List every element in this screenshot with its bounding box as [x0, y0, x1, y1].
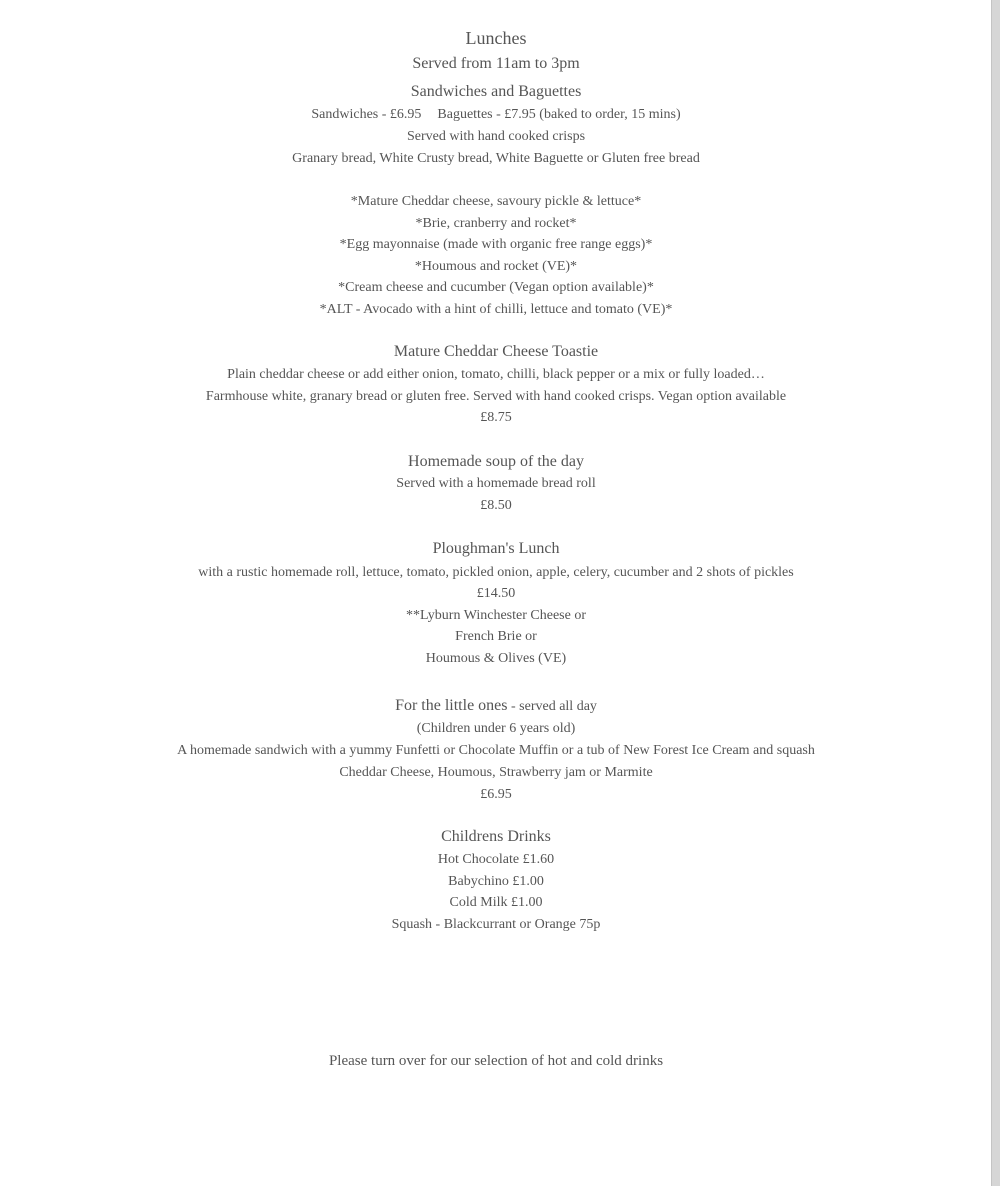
toastie-price: £8.75 [480, 410, 512, 425]
filling-item: *Brie, cranberry and rocket* [415, 216, 577, 231]
sandwich-prices [0, 106, 992, 124]
ploughmans-description: with a rustic homemade roll, lettuce, tomato, pickled onion, apple, celery, cucumber and 2 shots of pickles [198, 565, 794, 580]
drink-item: Babychino £1.00 [448, 874, 544, 889]
ploughmans-option: Houmous & Olives (VE) [425, 651, 567, 666]
toastie-bread: Farmhouse white, granary bread or gluten free. Served with hand cooked crisps. Vegan option available [205, 389, 787, 404]
little-ones-heading [0, 697, 992, 716]
footer-note: Please turn over for our selection of hot and cold drinks [328, 1053, 664, 1069]
little-ones-age: (Children under 6 years old) [416, 721, 576, 736]
toastie-description: Plain cheddar cheese or add either onion, tomato, chilli, black pepper or a mix or fully loaded… [227, 367, 765, 382]
toastie-heading: Mature Cheddar Cheese Toastie [393, 343, 599, 360]
little-ones-description: A homemade sandwich with a yummy Funfetti or Chocolate Muffin or a tub of New Forest Ice Cream and squash [177, 743, 815, 758]
little-ones-subtitle: - served all day [507, 699, 597, 714]
filling-item: *Egg mayonnaise (made with organic free range eggs)* [339, 237, 653, 252]
filling-item: *Houmous and rocket (VE)* [414, 259, 578, 274]
little-ones-price: £6.95 [480, 787, 512, 802]
ploughmans-heading: Ploughman's Lunch [432, 540, 560, 557]
ploughmans-option: French Brie or [455, 629, 537, 644]
filling-item: *Mature Cheddar cheese, savoury pickle & lettuce* [350, 194, 642, 209]
drink-item: Hot Chocolate £1.60 [437, 852, 555, 867]
drink-item: Cold Milk £1.00 [449, 895, 543, 910]
page-title: Lunches [465, 28, 527, 48]
filling-item: *ALT - Avocado with a hint of chilli, lettuce and tomato (VE)* [319, 302, 673, 317]
ploughmans-price: £14.50 [476, 586, 516, 601]
soup-description: Served with a homemade bread roll [396, 476, 596, 491]
soup-heading: Homemade soup of the day [408, 453, 584, 470]
little-ones-fillings: Cheddar Cheese, Houmous, Strawberry jam or Marmite [339, 765, 653, 780]
drink-item: Squash - Blackcurrant or Orange 75p [391, 917, 601, 932]
soup-price: £8.50 [480, 498, 512, 513]
bread-options: Granary bread, White Crusty bread, White Baguette or Gluten free bread [292, 151, 700, 166]
sandwiches-heading: Sandwiches and Baguettes [410, 83, 582, 100]
drinks-heading: Childrens Drinks [441, 828, 551, 845]
ploughmans-option: **Lyburn Winchester Cheese or [406, 608, 586, 623]
sandwich-served-with: Served with hand cooked crisps [406, 129, 586, 144]
sandwich-price: Sandwiches - £6.95 [311, 107, 422, 122]
baguette-price: Baguettes - £7.95 (baked to order, 15 mins) [437, 107, 681, 122]
little-ones-title: For the little ones [395, 697, 508, 714]
page-edge [991, 0, 1000, 1186]
served-hours: Served from 11am to 3pm [412, 55, 580, 72]
filling-item: *Cream cheese and cucumber (Vegan option available)* [338, 280, 654, 295]
